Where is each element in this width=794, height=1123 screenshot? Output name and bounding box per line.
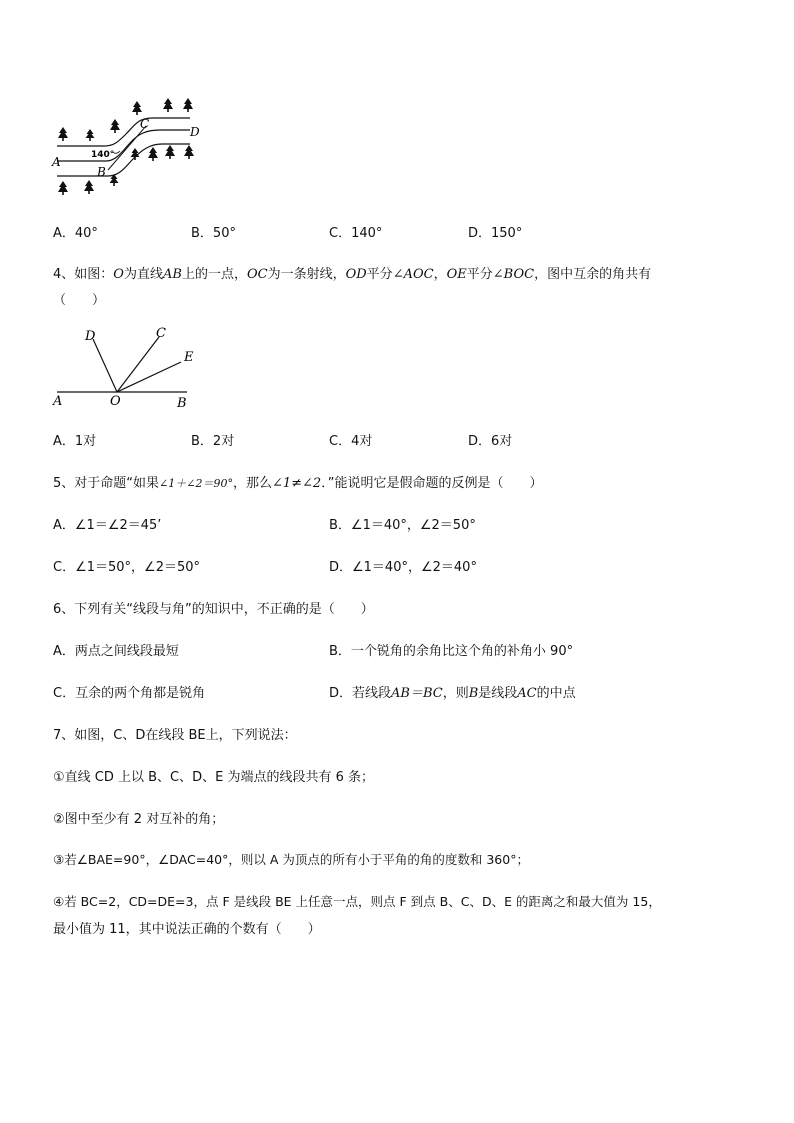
q5-option-d: D．∠1＝40°，∠2＝40° bbox=[329, 560, 477, 575]
q6-d-math: AB＝BC bbox=[391, 686, 443, 701]
q3-option-a: A．40° bbox=[53, 226, 98, 241]
q4-text: 为直线 bbox=[123, 267, 163, 282]
q4-var: O bbox=[113, 267, 124, 282]
q5-option-c: C．∠1＝50°，∠2＝50° bbox=[53, 560, 201, 575]
label-D: D bbox=[190, 125, 200, 139]
label-D: D bbox=[85, 329, 96, 344]
ray-OC bbox=[117, 337, 159, 392]
label-E: E bbox=[184, 350, 194, 365]
label-O: O bbox=[110, 394, 121, 409]
q4-var: ∠AOC bbox=[392, 267, 434, 282]
q4-option-a: A．1对 bbox=[53, 434, 97, 449]
q6-option-a: A．两点之间线段最短 bbox=[53, 644, 179, 659]
q4-number: 4、 bbox=[53, 267, 75, 282]
q4-text: 平分 bbox=[466, 267, 493, 282]
q7-statement-3: ③若∠BAE=90°，∠DAC=40°，则以 A 为顶点的所有小于平角的角的度数和 360°； bbox=[53, 852, 529, 867]
q6-d-text: 是线段 bbox=[478, 686, 518, 701]
q5-stem bbox=[53, 472, 542, 491]
q6-d-text: D．若线段 bbox=[329, 686, 392, 701]
q4-text: ， bbox=[433, 267, 447, 282]
label-C: C bbox=[140, 117, 150, 131]
q5-text: ，那么 bbox=[232, 476, 272, 491]
q5-option-a: A．∠1＝∠2＝45’ bbox=[53, 518, 162, 533]
q5-math: ∠1≠∠2 bbox=[271, 476, 322, 491]
q4-text: 平分 bbox=[366, 267, 393, 282]
q6-d-math: B bbox=[468, 686, 479, 701]
q4-var: ∠BOC bbox=[492, 267, 535, 282]
q4-text: 为一条射线， bbox=[267, 267, 346, 282]
q4-answer-blank: （ ） bbox=[53, 293, 106, 308]
q5-option-b: B．∠1＝40°，∠2＝50° bbox=[329, 518, 476, 533]
q7-statement-4-line2: 最小值为 11，其中说法正确的个数有（ ） bbox=[53, 922, 321, 937]
q4-text: 上的一点， bbox=[181, 267, 247, 282]
label-B: B bbox=[97, 165, 106, 179]
q4-option-b: B．2对 bbox=[191, 434, 235, 449]
q5-text: 5、对于命题“如果 bbox=[53, 476, 160, 491]
label-B: B bbox=[177, 396, 187, 411]
q7-statement-2: ②图中至少有 2 对互补的角； bbox=[53, 812, 225, 827]
label-A: A bbox=[52, 155, 61, 169]
ray-OD bbox=[93, 339, 117, 392]
q7-statement-1: ①直线 CD 上以 B、C、D、E 为端点的线段共有 6 条； bbox=[53, 770, 375, 785]
q4-var: AB bbox=[162, 267, 182, 282]
q6-option-c: C．互余的两个角都是锐角 bbox=[53, 686, 206, 701]
q5-text: ．”能说明它是假命题的反例是（ ） bbox=[321, 476, 543, 491]
q3-option-c: C．140° bbox=[329, 226, 383, 241]
q7-stem: 7、如图，C、D在线段 BE上，下列说法： bbox=[53, 728, 297, 743]
q3-option-b: B．50° bbox=[191, 226, 236, 241]
q6-stem: 6、下列有关“线段与角”的知识中，不正确的是（ ） bbox=[53, 602, 374, 617]
ray-OE bbox=[117, 362, 181, 392]
q4-var: OE bbox=[446, 267, 467, 282]
q4-option-c: C．4对 bbox=[329, 434, 373, 449]
q3-option-d: D．150° bbox=[468, 226, 523, 241]
q6-d-text: 的中点 bbox=[536, 686, 576, 701]
q4-text: ，图中互余的角共有 bbox=[534, 267, 652, 282]
q7-statement-4-line1: ④若 BC=2，CD=DE=3，点 F 是线段 BE 上任意一点，则点 F 到点 B、C、D、E 的距离之和最大值为 15， bbox=[53, 894, 661, 909]
q4-var: OD bbox=[345, 267, 367, 282]
q5-math: ∠1＋∠2＝90° bbox=[159, 477, 233, 490]
q4-text: 如图： bbox=[74, 267, 114, 282]
q6-d-text: ，则 bbox=[442, 686, 469, 701]
label-C: C bbox=[156, 326, 166, 341]
angle-label-140: 140° bbox=[91, 150, 115, 160]
q6-d-math: AC bbox=[517, 686, 537, 701]
q6-option-d bbox=[329, 682, 576, 701]
q6-option-b: B．一个锐角的余角比这个角的补角小 90° bbox=[329, 644, 574, 659]
q4-option-d: D．6对 bbox=[468, 434, 513, 449]
q4-var: OC bbox=[246, 267, 268, 282]
label-A: A bbox=[53, 394, 63, 409]
